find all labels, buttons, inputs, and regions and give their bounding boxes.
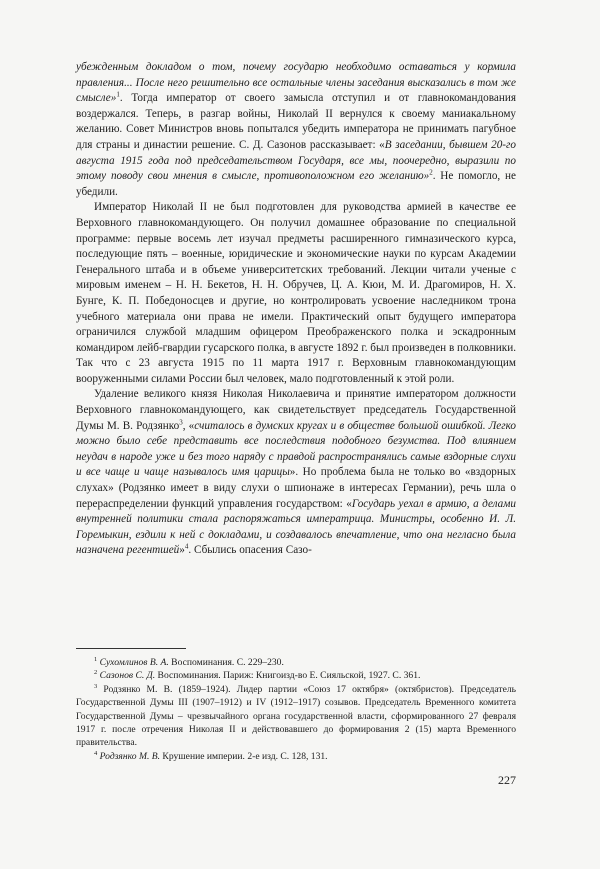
footnote-author: Родзянко М. В. (99, 750, 161, 762)
body-text (76, 60, 516, 559)
footnote-number: 4 (94, 749, 98, 757)
paragraph-text: Удаление великого князя Николая Николаевича и принятие императором должности Верховного главнокомандующего, как свидетельствует председатель Государственной Думы М. В. Родзянко (76, 388, 516, 432)
paragraph-text: , « (182, 419, 195, 432)
footnote-number: 1 (94, 655, 98, 663)
paragraph-text: . Сбылись опасения Сазо- (188, 544, 312, 557)
footnote-ref: 3 (179, 417, 183, 426)
footnote-text: Воспоминания. С. 229–230. (168, 657, 284, 668)
quote-italic: убежденным докладом о том, почему государю необходимо оставаться у кормила правления... После него решительно все остальные члены заседания высказались в том же смысле» (76, 61, 516, 105)
footnote-number: 3 (94, 682, 98, 690)
paragraph-1 (76, 60, 516, 200)
footnote-ref: 4 (184, 542, 189, 551)
paragraph-text: . Не помогло, не убедили. (76, 170, 516, 198)
footnote-ref: 2 (429, 168, 433, 177)
footnote-text: Воспоминания. Париж: Книгоизд-во Е. Сияльской, 1927. С. 361. (155, 670, 421, 682)
paragraph-3 (76, 387, 516, 559)
footnote-1 (76, 656, 516, 669)
footnote-text: Крушение империи. 2-е изд. С. 128, 131. (160, 750, 328, 762)
footnote-4 (76, 750, 516, 763)
footnote-author: Сазонов С. Д. (99, 670, 156, 682)
footnote-author: Сухомлинов В. А. (99, 657, 169, 668)
footnote-ref: 1 (116, 90, 120, 99)
footnote-3 (76, 683, 516, 750)
footnote-2 (76, 669, 516, 682)
paragraph-text: . Тогда император от своего замысла отступил и от главнокомандования воздержался. Теперь, в разгар войны, Николай II вернулся к своему маниакальному желанию. Совет Министров вновь попытался убедить императора не принимать пагубное для страны и династии решение. С. Д. Сазонов рассказывает: « (76, 92, 516, 151)
paragraph-text: ». Но проблема была не только во «вздорных слухах» (Родзянко имеет в виду слухи о шпионаже в интересах Германии), речь шла о перераспределении функций управления государством: « (76, 466, 516, 510)
footnote-divider (76, 648, 186, 649)
footnote-number: 2 (94, 669, 98, 677)
page-number: 227 (498, 773, 516, 787)
quote-italic: считалось в думских кругах и в обществе большой ошибкой. Легко можно было себе представить все последствия подобного безумства. Под влиянием неудач в народе уже и без того наряду с правдой распространялись самые вздорные слухи и все чаще и чаще называлось имя царицы (76, 419, 517, 479)
paragraph-2: Император Николай II не был подготовлен для руководства армией в качестве ее Верховного главнокомандующего. Он получил домашнее образование по специальной программе: первые восемь лет изучал предметы расширенного гимназического курса, последующие пять – военные, юридические и экономические науки по курсам Академии Генерального штаба и в объеме университетских требований. Лекции читали ученые с мировым именем – Н. Н. Бекетов, Н. Н. Обручев, Ц. А. Кюи, М. И. Драгомиров, Н. Х. Бунге, К. П. Победоносцев и другие, но контролировать усвоение наследником трона учебного материала они права не имели. Практический опыт будущего императора ограничился службой младшим офицером Преображенского полка и эскадронным командиром лейб-гвардии гусарского полка, в августе 1892 г. был произведен в полковники. Так что с 23 августа 1915 по 11 марта 1917 г. Верховным главнокомандующим вооруженными силами России был человек, мало подготовленный к этой роли. (76, 201, 516, 385)
footnote-text: Родзянко М. В. (1859–1924). Лидер партии «Союз 17 октября» (октябристов). Председатель Государственной Думы III (1907–1912) и IV (1912–1917) созывов. Председатель Временного комитета Государственной Думы – чрезвычайного органа государственной власти, сформированного 27 февраля 1917 г. после отречения Николая II и действовавшего до формирования 2 (15) марта Временного правительства. (76, 683, 516, 749)
quote-italic: В заседании, бывшем 20-го августа 1915 года под председательством Государя, все мы, поочередно, выразили по этому поводу свои мнения в смысле, противоположном его желанию» (76, 138, 516, 183)
quote-italic: Государь уехал в армию, а делами внутренней политики стала распоряжаться императрица. Министры, особенно И. Л. Горемыкин, ездили к ней с докладами, и создавалось впечатление, что она негласно была назначена регентшей (76, 497, 516, 557)
footnotes (76, 656, 516, 763)
paragraph-text: » (179, 544, 185, 557)
